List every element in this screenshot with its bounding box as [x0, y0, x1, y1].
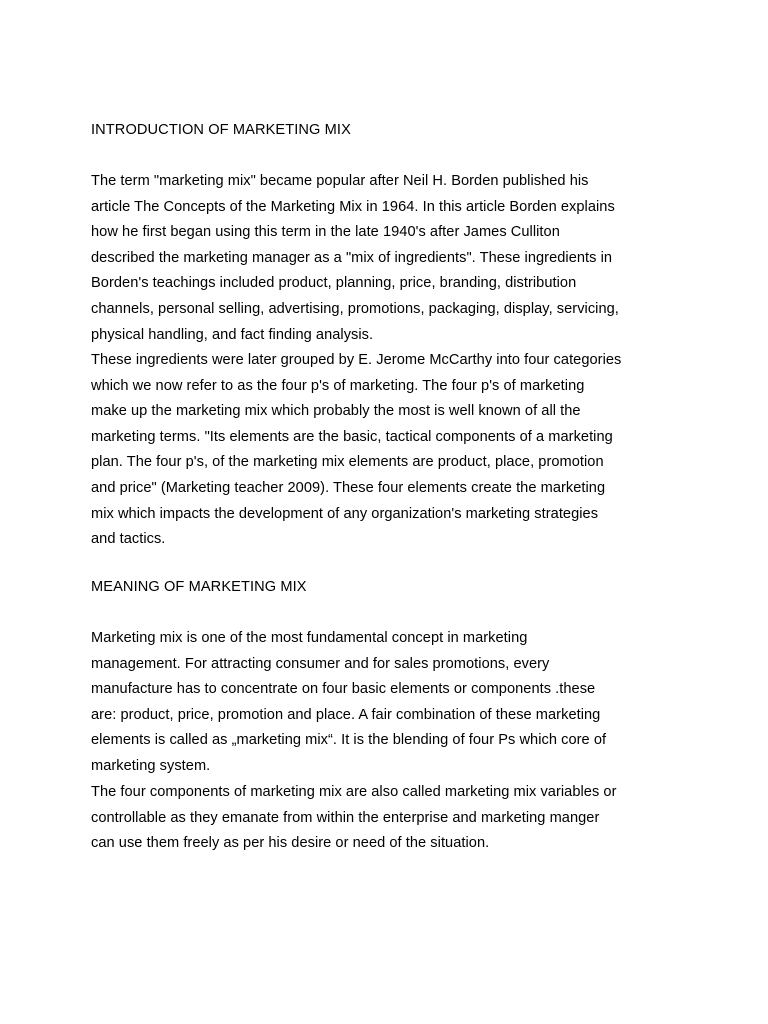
text-line: controllable as they emanate from within the enterprise and marketing manger — [91, 809, 600, 826]
text-line: The term "marketing mix" became popular after Neil H. Borden published his — [91, 173, 589, 189]
paragraph-intro-2 — [91, 348, 691, 553]
text-line: plan. The four p's, of the marketing mix elements are product, place, promotion — [91, 454, 604, 471]
text-line: These ingredients were later grouped by E. Jerome McCarthy into four categories — [91, 352, 622, 368]
section-heading-meaning: MEANING OF MARKETING MIX — [91, 579, 307, 595]
paragraph-meaning-1 — [91, 626, 691, 780]
text-line: The four components of marketing mix are also called marketing mix variables or — [91, 784, 617, 800]
text-line: article The Concepts of the Marketing Mix in 1964. In this article Borden explains — [91, 198, 615, 215]
text-line: which we now refer to as the four p's of marketing. The four p's of marketing — [91, 377, 585, 394]
text-line: and tactics. — [91, 531, 166, 548]
text-line: can use them freely as per his desire or need of the situation. — [91, 835, 490, 852]
text-line: are: product, price, promotion and place. A fair combination of these marketing — [91, 706, 601, 723]
text-line: channels, personal selling, advertising, promotions, packaging, display, servicing, — [91, 300, 619, 317]
text-line: Borden's teachings included product, planning, price, branding, distribution — [91, 275, 577, 292]
paragraph-intro-1 — [91, 169, 691, 348]
text-line: described the marketing manager as a "mix of ingredients". These ingredients in — [91, 249, 613, 266]
text-line: make up the marketing mix which probably the most is well known of all the — [91, 403, 581, 420]
text-line: Marketing mix is one of the most fundamental concept in marketing — [91, 630, 528, 646]
text-line: management. For attracting consumer and for sales promotions, every — [91, 655, 550, 672]
paragraph-meaning-2 — [91, 780, 691, 857]
text-line: marketing terms. "Its elements are the basic, tactical components of a marketing — [91, 428, 613, 445]
text-line: and price" (Marketing teacher 2009). These four elements create the marketing — [91, 479, 606, 496]
text-line: marketing system. — [91, 757, 211, 774]
text-line: how he first began using this term in the late 1940's after James Culliton — [91, 224, 560, 241]
text-line: elements is called as „marketing mix“. It is the blending of four Ps which core of — [91, 732, 607, 749]
text-line: mix which impacts the development of any organization's marketing strategies — [91, 505, 599, 522]
section-heading-introduction: INTRODUCTION OF MARKETING MIX — [91, 122, 351, 138]
text-line: physical handling, and fact finding analysis. — [91, 326, 374, 343]
text-line: manufacture has to concentrate on four basic elements or components .these — [91, 681, 596, 698]
